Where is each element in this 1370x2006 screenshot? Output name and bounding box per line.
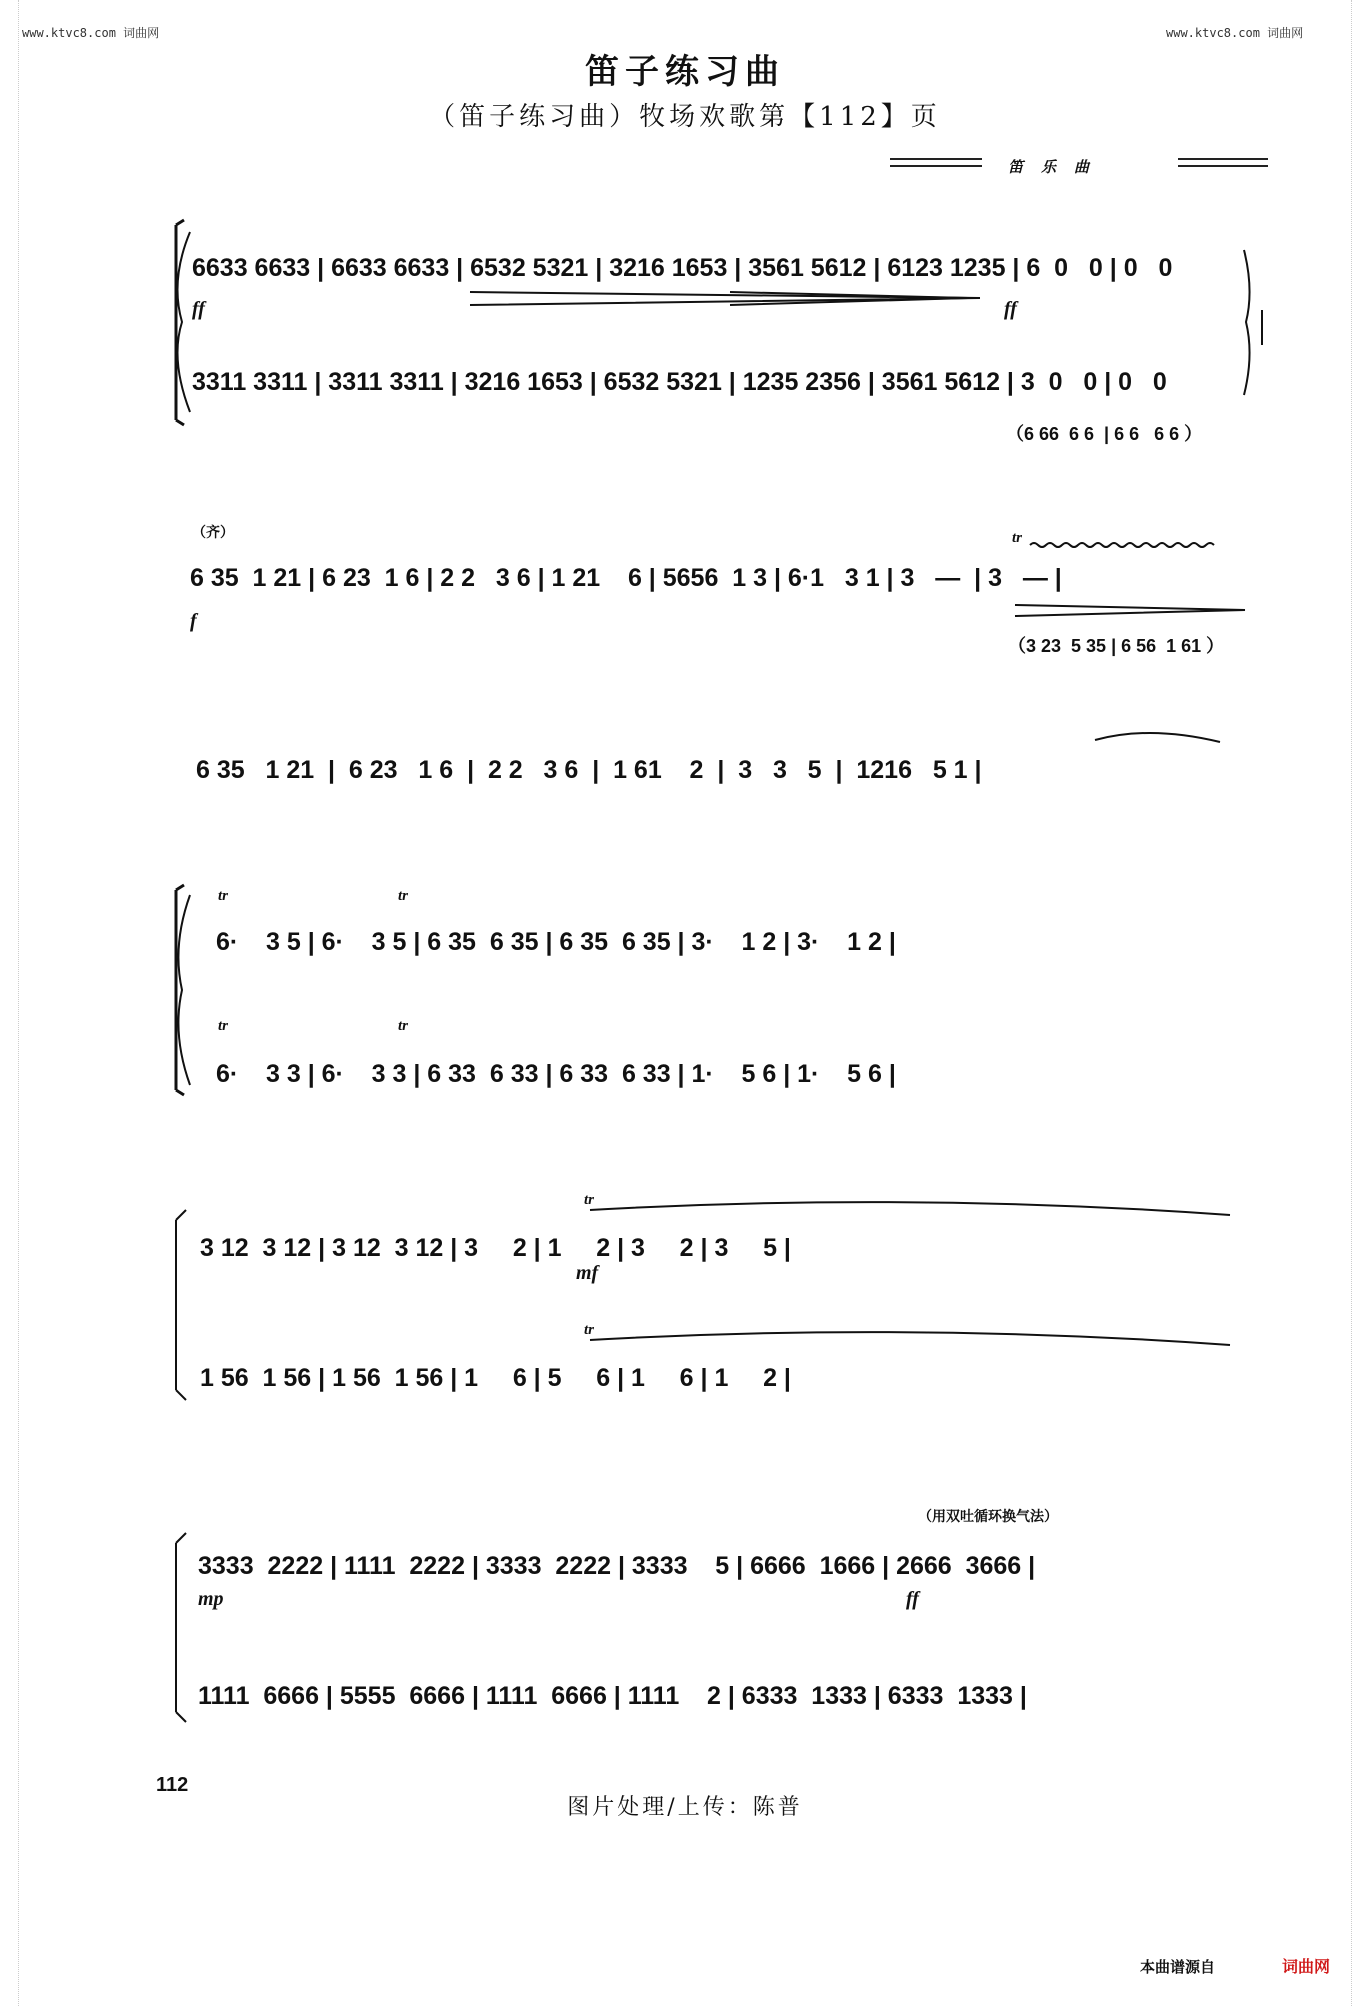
system6-breath-note: （用双吐循环换气法） [918,1509,1058,1525]
page-title: 笛子练习曲 [585,52,785,92]
system2-trill: tr [1012,530,1023,546]
system2-melody: 6 35 1 21 | 6 23 1 6 | 2 2 3 6 | 1 21 6 | 5656 1 3 | 6·1 3 1 | 3 — | 3 — | [190,564,1062,592]
system4-trill-1: tr [218,888,229,904]
system5-dynamic-mf: mf [576,1262,599,1284]
system2-unison-mark: （齐） [192,525,234,541]
footer-brand-link[interactable]: 词曲网 [1282,1957,1331,1976]
page-number: 112 [156,1774,189,1796]
page-subtitle: （笛子练习曲）牧场欢歌第【112】页 [429,102,941,132]
system4-trill-4: tr [398,1018,409,1034]
upload-credit: 图片处理/上传：陈普 [567,1795,803,1820]
system4-lower-staff: 6· 3 3 | 6· 3 3 | 6 33 6 33 | 6 33 6 33 | 1· 5 6 | 1· 5 6 | [216,1060,896,1088]
system6-dynamic-mp: mp [198,1588,224,1610]
system1-dynamic-ff-2: ff [1004,298,1017,320]
system4-trill-2: tr [398,888,409,904]
system6-dynamic-ff: ff [906,1588,919,1610]
system1-upper-staff: 6633 6633 | 6633 6633 | 6532 5321 | 3216 1653 | 3561 5612 | 6123 1235 | 6 0 0 | 0 0 [192,254,1173,282]
system1-dynamic-ff: ff [192,298,205,320]
footer-source-label: 本曲谱源自 [1140,1958,1216,1976]
site-watermark-right: www.ktvc8.com 词曲网 [1166,26,1304,40]
system2-accompaniment: （3 23 5 35 | 6 56 1 61 ） [1008,636,1225,656]
system6-lower-staff: 1111 6666 | 5555 6666 | 1111 6666 | 1111 2 | 6333 1333 | 6333 1333 | [198,1682,1027,1710]
system6-upper-staff: 3333 2222 | 1111 2222 | 3333 2222 | 3333 5 | 6666 1666 | 2666 3666 | [198,1552,1036,1580]
system1-accompaniment: （6 66 6 6 | 6 6 6 6 ） [1006,424,1203,444]
site-watermark-left: www.ktvc8.com 词曲网 [22,26,160,40]
system4-trill-3: tr [218,1018,229,1034]
system5-lower-staff: 1 56 1 56 | 1 56 1 56 | 1 6 | 5 6 | 1 6 | 1 2 | [200,1364,791,1392]
genre-label: 笛乐曲 [1008,158,1108,176]
system5-trill-row-upper: tr [584,1192,595,1208]
system3-melody: 6 35 1 21 | 6 23 1 6 | 2 2 3 6 | 1 61 2 | 3 3 5 | 1216 5 1 | [196,756,982,784]
system4-upper-staff: 6· 3 5 | 6· 3 5 | 6 35 6 35 | 6 35 6 35 | 3· 1 2 | 3· 1 2 | [216,928,896,956]
system5-upper-staff: 3 12 3 12 | 3 12 3 12 | 3 2 | 1 2 | 3 2 | 3 5 | [200,1234,791,1262]
system1-lower-staff: 3311 3311 | 3311 3311 | 3216 1653 | 6532 5321 | 1235 2356 | 3561 5612 | 3 0 0 | 0 0 [192,368,1167,396]
system5-trill-row-lower: tr [584,1322,595,1338]
system2-dynamic-f: f [190,610,197,632]
